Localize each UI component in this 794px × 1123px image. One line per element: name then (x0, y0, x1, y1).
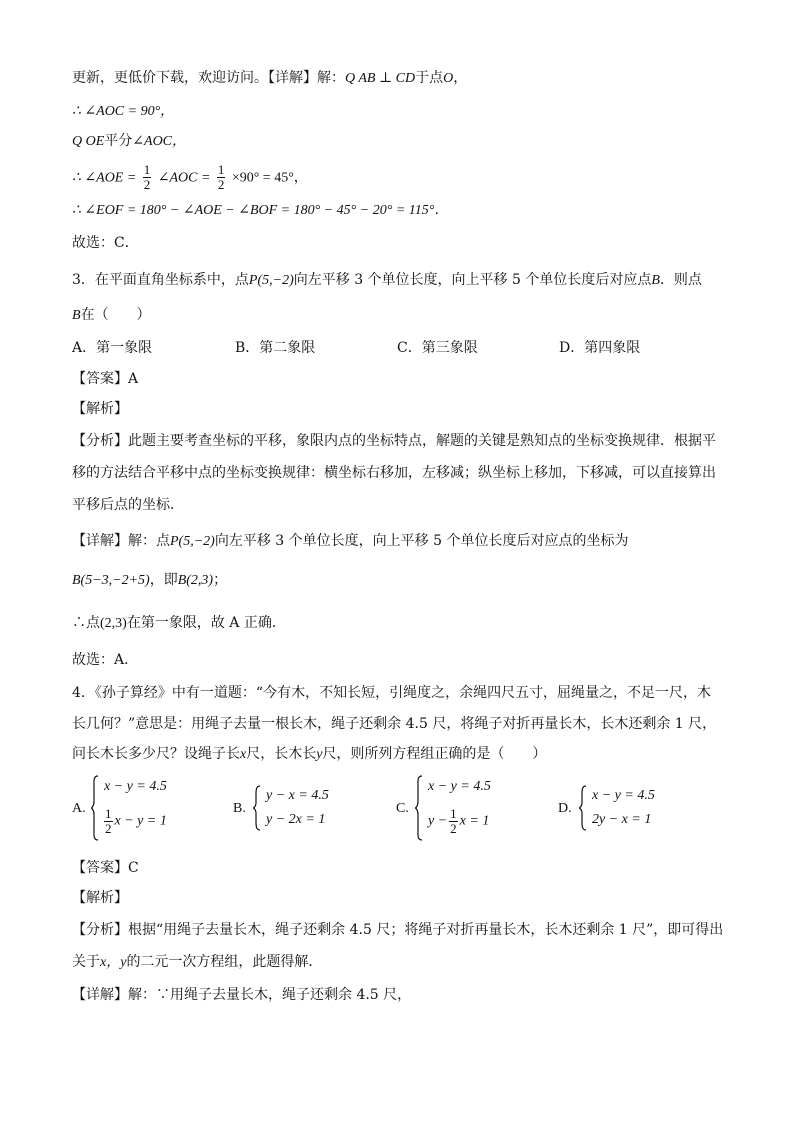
q4-option-b-system (252, 785, 352, 831)
q4-option-a-label: A. (72, 801, 86, 816)
q4-option-d-system (578, 785, 678, 831)
fraction-one-half: $\frac{1}{2}$ (217, 162, 225, 192)
q4-option-a-eq-2: $\frac{1}{2}$ x − y = 1 (105, 806, 167, 836)
q4-option-c-eq-2: y − $\frac{1}{2}$ x = 1 (428, 806, 490, 836)
q3-stem-line-2: B在（ ） (72, 307, 151, 323)
q4-stem-line-1: 4．《孙子算经》中有一道题：“今有木，不知长短，引绳度之，余绳四尺五寸，屈绳量之，不足一尺，木 (72, 685, 712, 701)
q4-answer: 【答案】C (72, 860, 139, 876)
fraction-one-half: $\frac{1}{2}$ (143, 162, 151, 192)
q4-option-a-eq-1: x − y = 4.5 (104, 779, 167, 794)
prev-answer-line-2: ∴ ∠AOC = 90°， (72, 104, 175, 119)
q3-option-d: D．第四象限 (559, 340, 641, 356)
q3-detail-line-1: 【详解】解：点P(5,−2)向左平移 3 个单位长度，向上平移 5 个单位长度后对应点的坐标为 (72, 533, 629, 549)
q4-option-b-label: B. (233, 801, 246, 816)
q4-option-c-system (414, 775, 524, 841)
prev-answer-line-5: ∴ ∠EOF = 180° − ∠AOE − ∠BOF = 180° − 45° − 20° = 115°． (72, 203, 449, 218)
prev-answer-line-4: ∴ ∠AOE = $\frac{1}{2}$ ∠AOC = $\frac{1}{2}$ ×90° = 45°， (72, 162, 308, 192)
brace-icon (252, 785, 262, 831)
q3-option-c: C．第三象限 (397, 340, 478, 356)
brace-icon (578, 785, 588, 831)
q3-option-a: A．第一象限 (72, 340, 153, 356)
q4-stem-line-2: 长几何？”意思是：用绳子去量一根长木，绳子还剩余 4.5 尺，将绳子对折再量长木，长木还剩余 1 尺， (72, 716, 717, 732)
q4-option-c-label: C. (396, 801, 409, 816)
q3-detail-line-2: B(5−3,−2+5)，即B(2,3)； (72, 572, 228, 588)
q4-option-b-eq-1: y − x = 4.5 (266, 788, 329, 803)
q4-option-c-eq-1: x − y = 4.5 (428, 779, 491, 794)
q3-answer: 【答案】A (72, 371, 139, 387)
prev-answer-line-1: 更新，更低价下载，欢迎访问。【详解】解：Q AB ⊥ CD于点O， (72, 70, 468, 86)
prev-answer-select: 故选：C． (72, 235, 139, 251)
q4-stem-line-3: 问长木长多少尺？设绳子长x尺，长木长y尺，则所列方程组正确的是（ ） (72, 746, 547, 762)
brace-icon (90, 775, 100, 841)
q3-analysis-line-3: 平移后点的坐标． (72, 497, 184, 513)
q4-detail-line-1: 【详解】解：∵用绳子去量长木，绳子还剩余 4.5 尺， (72, 987, 412, 1003)
q4-analysis-line-1: 【分析】根据“用绳子去量长木，绳子还剩余 4.5 尺；将绳子对折再量长木，长木还剩余 1 尺”，即可得出 (72, 922, 724, 938)
q3-option-b: B．第二象限 (235, 340, 316, 356)
q4-option-d-label: D. (558, 801, 572, 816)
q3-select: 故选：A． (72, 652, 139, 668)
fraction-one-half: $\frac{1}{2}$ (450, 806, 457, 836)
prev-answer-line-3: Q OE平分∠AOC， (72, 133, 187, 149)
q4-analysis-label: 【解析】 (72, 890, 128, 906)
q4-option-d-eq-2: 2y − x = 1 (592, 812, 652, 827)
q4-option-d-eq-1: x − y = 4.5 (592, 788, 655, 803)
q3-analysis-line-2: 移的方法结合平移中点的坐标变换规律：横坐标右移加，左移减；纵坐标上移加，下移减，可以直接算出 (72, 465, 716, 481)
q4-option-a-system (90, 775, 200, 841)
math-ab-perp-cd: Q AB ⊥ CD (345, 71, 416, 86)
q3-detail-line-3: ∴点(2,3)在第一象限，故 A 正确． (72, 615, 286, 631)
q4-option-b-eq-2: y − 2x = 1 (266, 812, 326, 827)
q4-analysis-line-2: 关于x，y的二元一次方程组，此题得解． (72, 954, 323, 970)
fraction-one-half: $\frac{1}{2}$ (105, 806, 112, 836)
q3-stem-line-1: 3．在平面直角坐标系中，点P(5,−2)向左平移 3 个单位长度，向上平移 5 个单位长度后对应点B．则点 (72, 272, 702, 288)
q3-analysis-label: 【解析】 (72, 401, 128, 417)
brace-icon (414, 775, 424, 841)
q3-analysis-line-1: 【分析】此题主要考查坐标的平移，象限内点的坐标特点，解题的关键是熟知点的坐标变换规律．根据平 (72, 433, 716, 449)
